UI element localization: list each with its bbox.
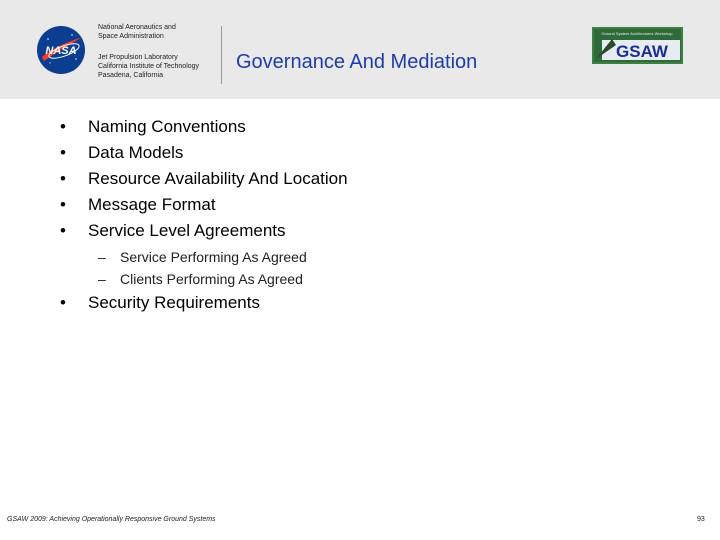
sub-bullet-text: Service Performing As Agreed [120,249,307,265]
bullet-dot-icon: • [60,117,66,136]
lab-name [98,53,199,80]
bullet-dot-icon: • [60,221,66,240]
sub-bullet-dash: – [98,249,106,265]
gsaw-logo-text: GSAW [616,42,668,61]
lab-line-3: Pasadena, California [98,72,163,79]
footer-text: GSAW 2009: Achieving Operationally Responsive Ground Systems [7,516,216,523]
slide-header [0,0,720,99]
gsaw-logo [592,27,683,64]
bullet-dot-icon: • [60,195,66,214]
bullet-text: Security Requirements [88,293,260,312]
bullet-text: Data Models [88,143,184,162]
lab-line-2: California Institute of Technology [98,63,200,70]
sub-bullet-dash: – [98,271,106,287]
bullet-text: Resource Availability And Location [88,169,348,188]
nasa-logo-text: NASA [45,45,77,57]
agency-line-2: Space Administration [98,33,164,40]
sub-bullet-text: Clients Performing As Agreed [120,271,303,287]
bullet-text: Service Level Agreements [88,221,286,240]
bullet-text: Message Format [88,195,216,214]
lab-line-1: Jet Propulsion Laboratory [98,54,178,61]
nasa-logo [36,25,86,75]
bullet-dot-icon: • [60,293,66,312]
slide-title: Governance And Mediation [236,51,478,73]
bullet-text: Naming Conventions [88,117,246,136]
agency-name [98,23,176,41]
bullet-dot-icon: • [60,169,66,188]
gsaw-logo-subtext: Ground System Architectures Workshop [601,31,673,36]
bullet-dot-icon: • [60,143,66,162]
page-number: 93 [697,516,705,523]
header-divider [221,26,222,84]
agency-line-1: National Aeronautics and [98,24,176,31]
